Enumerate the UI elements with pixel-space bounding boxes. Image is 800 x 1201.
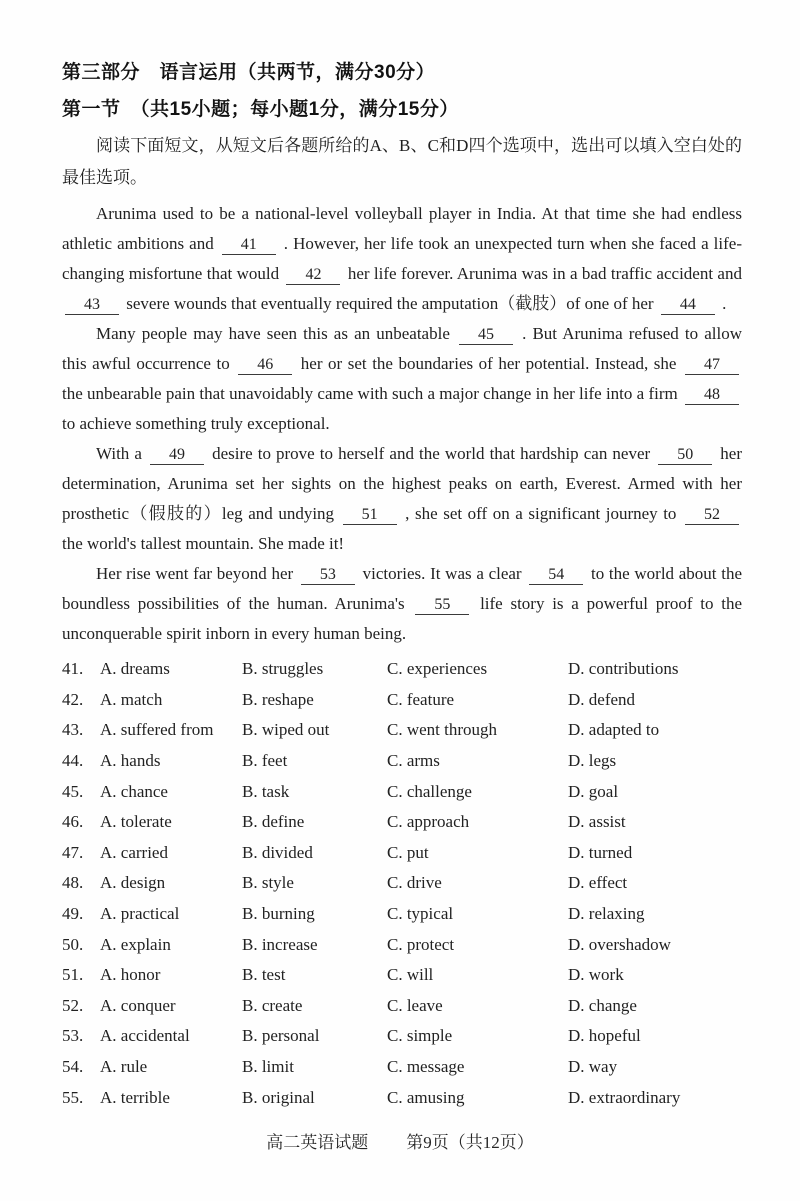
question-53-option-b: B. personal	[242, 1026, 320, 1046]
question-53-option-d: D. hopeful	[568, 1026, 641, 1046]
question-row-46	[62, 807, 742, 838]
question-50-option-a: 50. A. explain	[62, 934, 171, 954]
question-47-option-b: B. divided	[242, 842, 313, 862]
question-number-42: 42.	[62, 689, 84, 709]
question-45-option-d: D. goal	[568, 781, 619, 801]
cloze-blank-42: 42	[286, 265, 340, 285]
question-row-42	[62, 685, 742, 716]
question-43-option-d: D. adapted to	[568, 720, 660, 740]
question-54-option-c: C. message	[387, 1057, 465, 1077]
cloze-blank-51: 51	[343, 505, 397, 525]
question-row-49	[62, 899, 742, 930]
section-title: 第一节 （共15小题；每小题1分，满分15分）	[62, 99, 459, 120]
question-row-44	[62, 746, 742, 777]
question-47-option-a: 47. A. carried	[62, 842, 168, 862]
question-number-45: 45.	[62, 781, 84, 801]
question-50-option-c: C. protect	[387, 934, 455, 954]
question-48-option-a: 48. A. design	[62, 873, 166, 893]
cloze-blank-48: 48	[685, 385, 739, 405]
question-44-option-b: B. feet	[242, 751, 288, 771]
question-number-47: 47.	[62, 842, 84, 862]
question-46-option-d: D. assist	[568, 812, 626, 832]
cloze-blank-41: 41	[222, 235, 276, 255]
question-47-option-d: D. turned	[568, 842, 633, 862]
question-row-51	[62, 960, 742, 991]
question-45-option-b: B. task	[242, 781, 290, 801]
cloze-blank-47: 47	[685, 355, 739, 375]
question-row-55	[62, 1082, 742, 1113]
cloze-blank-43: 43	[65, 295, 119, 315]
question-46-option-a: 46. A. tolerate	[62, 812, 172, 832]
question-42-option-c: C. feature	[387, 689, 455, 709]
question-number-51: 51.	[62, 965, 84, 985]
question-number-49: 49.	[62, 904, 84, 924]
question-44-option-a: 44. A. hands	[62, 751, 161, 771]
part-title: 第三部分 语言运用（共两节，满分30分）	[62, 62, 436, 83]
question-row-47	[62, 838, 742, 869]
question-50-option-d: D. overshadow	[568, 934, 671, 954]
question-55-option-c: C. amusing	[387, 1087, 465, 1107]
passage-paragraph-3: With a 49 desire to prove to herself and the world that hardship can never 50 her determination, Arunima set her sights on the highest peaks on earth, Everest. Armed with her prosthetic（假肢的）leg and undying 51 , she set off on a significant journey to 52 the world's tallest mountain. She made it!	[62, 444, 742, 553]
footer-doc-title: 高二英语试题	[266, 1133, 369, 1152]
question-53-option-a: 53. A. accidental	[62, 1026, 190, 1046]
question-row-52	[62, 991, 742, 1022]
question-row-43	[62, 715, 742, 746]
question-53-option-c: C. simple	[387, 1026, 453, 1046]
question-number-50: 50.	[62, 934, 84, 954]
question-number-41: 41.	[62, 659, 84, 679]
passage-paragraph-4: Her rise went far beyond her 53 victories. It was a clear 54 to the world about the boundless possibilities of the human. Arunima's 55 life story is a powerful proof to the unconquerable spirit inborn in every human being.	[62, 564, 743, 643]
question-46-option-b: B. define	[242, 812, 305, 832]
question-43-option-c: C. went through	[387, 720, 498, 740]
question-55-option-d: D. extraordinary	[568, 1087, 681, 1107]
question-42-option-b: B. reshape	[242, 689, 314, 709]
question-48-option-c: C. drive	[387, 873, 442, 893]
cloze-blank-53: 53	[301, 565, 355, 585]
question-47-option-c: C. put	[387, 842, 429, 862]
question-49-option-d: D. relaxing	[568, 904, 645, 924]
question-number-46: 46.	[62, 812, 84, 832]
instructions-text: 阅读下面短文，从短文后各题所给的A、B、C和D四个选项中，选出可以填入空白处的最佳选项。	[62, 136, 742, 187]
question-43-option-a: 43. A. suffered from	[62, 720, 214, 740]
question-row-53	[62, 1021, 742, 1052]
page-footer	[0, 1128, 800, 1153]
question-number-48: 48.	[62, 873, 84, 893]
question-54-option-d: D. way	[568, 1057, 618, 1077]
question-41-option-c: C. experiences	[387, 659, 488, 679]
question-45-option-a: 45. A. chance	[62, 781, 168, 801]
question-49-option-b: B. burning	[242, 904, 315, 924]
question-41-option-b: B. struggles	[242, 659, 324, 679]
cloze-blank-45: 45	[459, 325, 513, 345]
question-55-option-a: 55. A. terrible	[62, 1087, 170, 1107]
cloze-blank-44: 44	[661, 295, 715, 315]
question-49-option-a: 49. A. practical	[62, 904, 180, 924]
question-row-48	[62, 868, 742, 899]
question-42-option-a: 42. A. match	[62, 689, 163, 709]
question-42-option-d: D. defend	[568, 689, 636, 709]
question-51-option-d: D. work	[568, 965, 624, 985]
question-43-option-b: B. wiped out	[242, 720, 330, 740]
question-48-option-d: D. effect	[568, 873, 628, 893]
question-41-option-d: D. contributions	[568, 659, 679, 679]
passage-paragraph-2: Many people may have seen this as an unbeatable 45 . But Arunima refused to allow this awful occurrence to 46 her or set the boundaries of her potential. Instead, she 47 the unbearable pain that unavoidably came with such a major change in her life into a firm 48 to achieve something truly exceptional.	[62, 324, 743, 433]
cloze-blank-55: 55	[415, 595, 469, 615]
question-52-option-d: D. change	[568, 995, 637, 1015]
question-44-option-c: C. arms	[387, 751, 440, 771]
question-54-option-b: B. limit	[242, 1057, 294, 1077]
question-52-option-b: B. create	[242, 995, 303, 1015]
question-54-option-a: 54. A. rule	[62, 1057, 148, 1077]
question-row-54	[62, 1052, 742, 1083]
question-number-43: 43.	[62, 720, 84, 740]
cloze-blank-52: 52	[685, 505, 739, 525]
passage-paragraph-1: Arunima used to be a national-level volleyball player in India. At that time she had endless athletic ambitions and 41 . However, her life took an unexpected turn when she faced a life-changing misfortune that would 42 her life forever. Arunima was in a bad traffic accident and 43 severe wounds that eventually required the amputation（截肢）of one of her 44 .	[62, 204, 742, 313]
question-41-option-a: 41. A. dreams	[62, 659, 170, 679]
question-number-44: 44.	[62, 751, 84, 771]
question-50-option-b: B. increase	[242, 934, 318, 954]
question-55-option-b: B. original	[242, 1087, 315, 1107]
question-number-52: 52.	[62, 995, 84, 1015]
cloze-blank-49: 49	[150, 445, 204, 465]
options-table	[62, 654, 742, 1113]
cloze-passage	[62, 199, 742, 649]
question-51-option-a: 51. A. honor	[62, 965, 161, 985]
question-number-53: 53.	[62, 1026, 84, 1046]
cloze-blank-46: 46	[238, 355, 292, 375]
question-number-55: 55.	[62, 1087, 84, 1107]
question-45-option-c: C. challenge	[387, 781, 472, 801]
question-49-option-c: C. typical	[387, 904, 454, 924]
question-row-50	[62, 929, 742, 960]
question-48-option-b: B. style	[242, 873, 294, 893]
cloze-blank-54: 54	[529, 565, 583, 585]
question-51-option-c: C. will	[387, 965, 434, 985]
question-52-option-c: C. leave	[387, 995, 443, 1015]
question-52-option-a: 52. A. conquer	[62, 995, 176, 1015]
footer-page-number: 第9页（共12页）	[406, 1133, 534, 1152]
cloze-blank-50: 50	[658, 445, 712, 465]
question-44-option-d: D. legs	[568, 751, 617, 771]
question-row-45	[62, 776, 742, 807]
question-number-54: 54.	[62, 1057, 84, 1077]
question-row-41	[62, 654, 742, 685]
question-46-option-c: C. approach	[387, 812, 470, 832]
question-51-option-b: B. test	[242, 965, 286, 985]
